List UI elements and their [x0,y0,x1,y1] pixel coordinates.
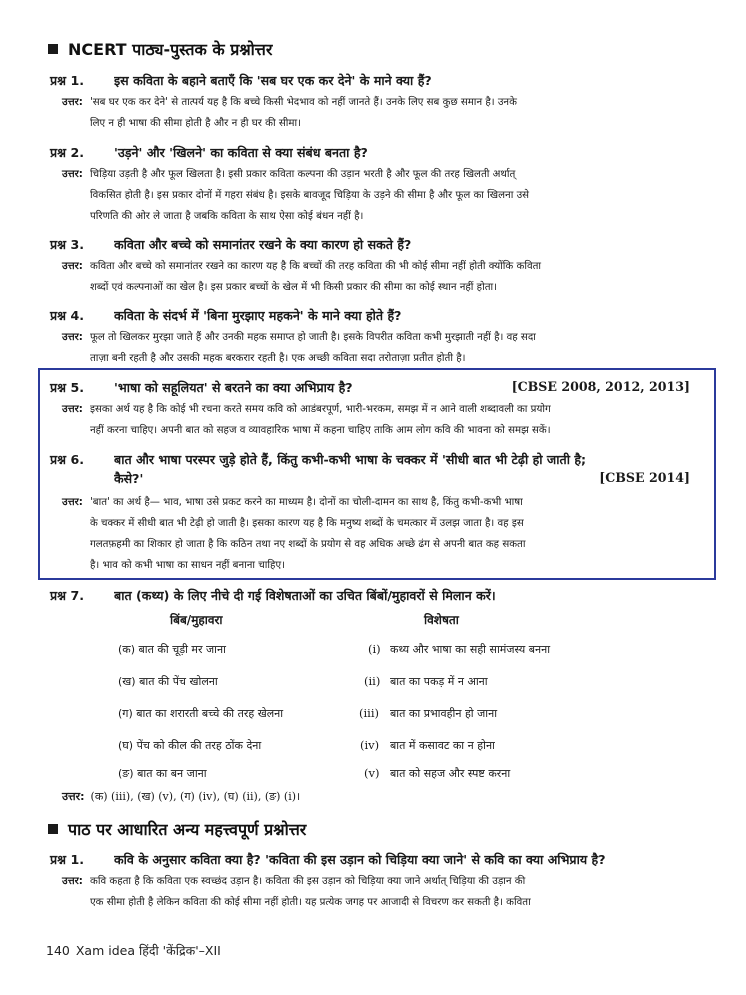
question-2 [50,144,690,161]
question-4 [50,307,690,324]
answer-3 [62,256,674,298]
question-number: प्रश्न 1. [50,73,85,88]
question-6-continued [50,470,690,487]
question-text: कविता के संदर्भ में 'बिना मुरझाए महकने' के माने क्या होते हैं? [114,308,402,323]
square-bullet-icon [48,44,58,54]
feature: कथ्य और भाषा का सही सामंजस्य बनना [390,643,551,656]
question-3 [50,236,690,253]
roman-numeral: (i) [368,642,381,656]
section-heading-ncert [48,38,272,60]
question-number: प्रश्न 1. [50,852,85,867]
answer-6 [62,492,674,576]
answer-line: चिड़िया उड़ती है और फूल खिलता है। इसी प्रकार कविता कल्पना की उड़ान भरती है और फूल की तरह खिलती अर्थात् [90,169,516,180]
answer-5 [62,399,674,441]
roman-numeral: (v) [364,766,380,780]
answer-line: 'बात' का अर्थ है— भाव, भाषा उसे प्रकट करने का माध्यम है। दोनों का चोली-दामन का साथ है, किंतु कभी-कभी भाषा [90,497,523,508]
book-title: Xam idea हिंदी 'केंद्रिक'–XII [75,943,221,958]
question-text: 'भाषा को सहूलियत' से बरतने का क्या अभिप्राय है? [114,380,353,395]
answer-line: कविता और बच्चे को समानांतर रखने का कारण यह है कि बच्चों की तरह कविता की भी कोई सीमा नहीं होती क्योंकि कविता [90,261,542,272]
question-text: इस कविता के बहाने बताएँ कि 'सब घर एक कर देने' के माने क्या हैं? [114,73,432,88]
question-1 [50,72,690,89]
answer-line: विकसित होती है। इस प्रकार दोनों में गहरा संबंध है। इसके बावजूद चिड़िया के उड़ने की सीमा है और फूल का खिलना उसे [90,190,530,201]
question-text: बात (कथ्य) के लिए नीचे दी गई विशेषताओं का उचित बिंबों/मुहावरों से मिलान करें। [114,588,496,603]
question-text: कवि के अनुसार कविता क्या है? 'कविता की इस उड़ान को चिड़िया क्या जाने' से कवि का क्या अभिप्राय है? [114,852,606,867]
idiom: (ख) बात की पेंच खोलना [118,675,218,688]
square-bullet-icon [48,824,58,834]
match-row [0,674,746,694]
answer-line: 'सब घर एक कर देने' से तात्पर्य यह है कि बच्चे किसी भेदभाव को नहीं जानते हैं। उनके लिए सब कुछ समान है। उनके [90,97,517,108]
answer-label: उत्तर: [62,169,83,180]
answer-line: नहीं करना चाहिए। अपनी बात को सहज व व्यावहारिक भाषा में कहना चाहिए ताकि आम लोग कवि की भावना को समझ सकें। [90,425,551,436]
question-number: प्रश्न 3. [50,237,85,252]
idiom: (घ) पेंच को कील की तरह ठोंक देना [118,739,262,752]
column-header-left: बिंब/मुहावरा [170,613,223,627]
roman-numeral: (iii) [359,706,380,720]
answer-label: उत्तर: [62,97,83,108]
answer-line: एक सीमा होती है लेकिन कविता की कोई सीमा नहीं होती। यह प्रत्येक जगह पर आजादी से विचरण कर सकती है। कविता [90,897,531,908]
answer-line: फूल तो खिलकर मुरझा जाते हैं और उनकी महक समाप्त हो जाती है। इसके विपरीत कविता कभी मुरझाती नहीं है। वह सदा [90,332,536,343]
question-number: प्रश्न 5. [50,380,85,395]
page-footer [46,942,221,959]
match-row [0,642,746,662]
page-number: 140 [46,943,70,958]
answer-text: (क) (iii), (ख) (v), (ग) (iv), (घ) (ii), (ङ) (i)। [90,790,301,803]
feature: बात का प्रभावहीन हो जाना [390,707,498,720]
match-row [0,706,746,726]
answer-label: उत्तर: [62,876,83,887]
question-text: बात और भाषा परस्पर जुड़े होते हैं, किंतु कभी-कभी भाषा के चक्कर में 'सीधी बात भी टेढ़ी हो जाती है; [114,452,587,467]
match-row [0,766,746,786]
question-text-continued: कैसे?' [114,471,144,486]
answer-line: कवि कहता है कि कविता एक स्वच्छंद उड़ान है। कविता की इस उड़ान को चिड़िया क्या जाने अर्थात् चिड़िया की उड़ान की [90,876,526,887]
exam-source: [CBSE 2008, 2012, 2013] [511,379,690,394]
question-6 [50,451,690,468]
idiom: (ग) बात का शरारती बच्चे की तरह खेलना [118,707,284,720]
answer-line: ताज़ा बनी रहती है और उसकी महक बरकरार रहती है। एक अच्छी कविता सदा तरोताज़ा प्रतीत होती है। [90,353,466,364]
section-heading-other [48,818,306,840]
question-7 [50,587,690,604]
answer-line: के चक्कर में सीधी बात भी टेढ़ी हो जाती है। इसका कारण यह है कि मनुष्य शब्दों के चमत्कार में उलझ जाता है। वह इस [90,518,524,529]
answer-1 [62,92,674,134]
question-number: प्रश्न 6. [50,452,85,467]
question-text: 'उड़ने' और 'खिलने' का कविता से क्या संबंध बनता है? [114,145,368,160]
answer-4 [62,327,674,369]
question-text: कविता और बच्चे को समानांतर रखने के क्या कारण हो सकते हैं? [114,237,412,252]
question-5 [50,379,690,396]
match-row [0,738,746,758]
answer-line: इसका अर्थ यह है कि कोई भी रचना करते समय कवि को आडंबरपूर्ण, भारी-भरकम, समझ में न आने वाली शब्दावली का प्रयोग [90,404,551,415]
answer-2 [62,164,674,227]
answer-label: उत्तर: [62,332,83,343]
answer-label: उत्तर: [62,261,83,272]
answer-label: उत्तर: [62,497,83,508]
idiom: (क) बात की चूड़ी मर जाना [118,643,226,656]
answer-line: परिणति की ओर ले जाता है जबकि कविता के साथ ऐसा कोई बंधन नहीं है। [90,211,364,222]
question-8 [50,851,690,868]
roman-numeral: (ii) [364,674,381,688]
answer-label: उत्तर: [62,790,85,803]
question-number: प्रश्न 2. [50,145,85,160]
question-number: प्रश्न 4. [50,308,85,323]
feature: बात में कसावट का न होना [390,739,495,752]
answer-line: शब्दों एवं कल्पनाओं का खेल है। इस प्रकार बच्चों के खेल में भी किसी प्रकार की सीमा का कोई स्थान नहीं होता। [90,282,498,293]
roman-numeral: (iv) [360,738,380,752]
answer-7 [62,789,300,804]
exam-source: [CBSE 2014] [599,470,690,485]
idiom: (ङ) बात का बन जाना [118,767,207,780]
column-header-right: विशेषता [424,613,459,627]
answer-line: है। भाव को कभी भाषा का साधन नहीं बनाना चाहिए। [90,560,285,571]
section-title: पाठ पर आधारित अन्य महत्त्वपूर्ण प्रश्नोत्तर [68,820,307,839]
section-title: NCERT पाठ्य-पुस्तक के प्रश्नोत्तर [68,40,273,59]
answer-8 [62,871,674,913]
question-number: प्रश्न 7. [50,588,85,603]
answer-label: उत्तर: [62,404,83,415]
answer-line: गलतफ़हमी का शिकार हो जाता है कि कठिन तथा नए शब्दों के प्रयोग से वह अधिक अच्छे ढंग से अपनी बात कह सकता [90,539,526,550]
feature: बात को सहज और स्पष्ट करना [390,767,511,780]
feature: बात का पकड़ में न आना [390,675,488,688]
answer-line: लिए न ही भाषा की सीमा होती है और न ही घर की सीमा। [90,118,301,129]
